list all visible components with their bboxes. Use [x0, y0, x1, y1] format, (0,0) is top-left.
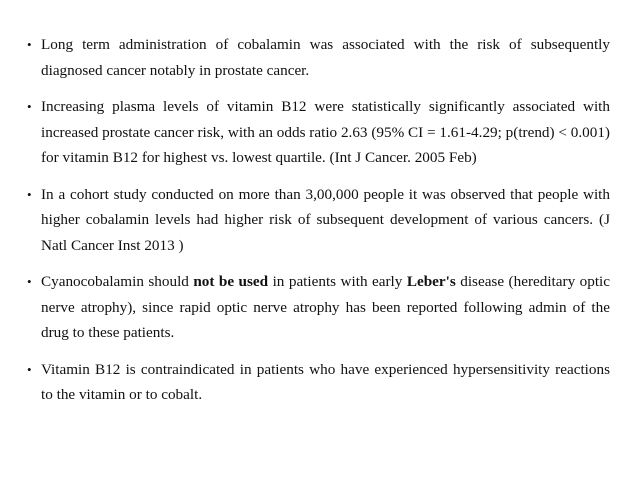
bullet-text-2: Increasing plasma levels of vitamin B12 were statistically significantly associated with increased prostate cancer risk, with an odds ratio 2.63 (95% CI = 1.61-4.29; p(trend) < 0.001) for vitamin B12 for highest vs. lowest quartile. (Int J Cancer. 2005 Feb) [41, 98, 610, 166]
bullet-text-5: Vitamin B12 is contraindicated in patients who have experienced hypersensitivity reactions to the vitamin or to cobalt. [41, 360, 610, 403]
bullet-item-3 [27, 182, 610, 259]
bullet-item-1 [27, 32, 610, 83]
bullet-list [27, 32, 610, 419]
bullet-dot-icon: • [27, 37, 32, 52]
bullet-text-1: Long term administration of cobalamin was associated with the risk of subsequently diagnosed cancer notably in prostate cancer. [41, 36, 610, 79]
bullet-item-5 [27, 357, 610, 408]
bullet-4-emphasis-lebers: Leber's [406, 273, 456, 290]
bullet-4-text-part-1: Cyanocobalamin should [41, 273, 194, 290]
bullet-4-text-part-2: in patients with early [268, 273, 407, 290]
bullet-text-3: In a cohort study conducted on more than 3,00,000 people it was observed that people with higher cobalamin levels had higher risk of subsequent development of various cancers. (J Natl Cancer Inst 2013 ) [41, 185, 610, 254]
bullet-4-emphasis-not-be-used: not be used [193, 273, 269, 290]
bullet-dot-icon: • [27, 99, 32, 114]
bullet-text-4 [41, 273, 610, 341]
bullet-item-4 [27, 269, 610, 346]
bullet-dot-icon: • [27, 186, 32, 202]
bullet-4-text-part-3: disease (hereditary optic nerve atrophy), since rapid optic nerve atrophy has been reported following admin of the drug to these patients. [41, 273, 610, 341]
bullet-dot-icon: • [27, 361, 32, 377]
bullet-dot-icon: • [27, 274, 32, 289]
bullet-item-2 [27, 94, 610, 171]
